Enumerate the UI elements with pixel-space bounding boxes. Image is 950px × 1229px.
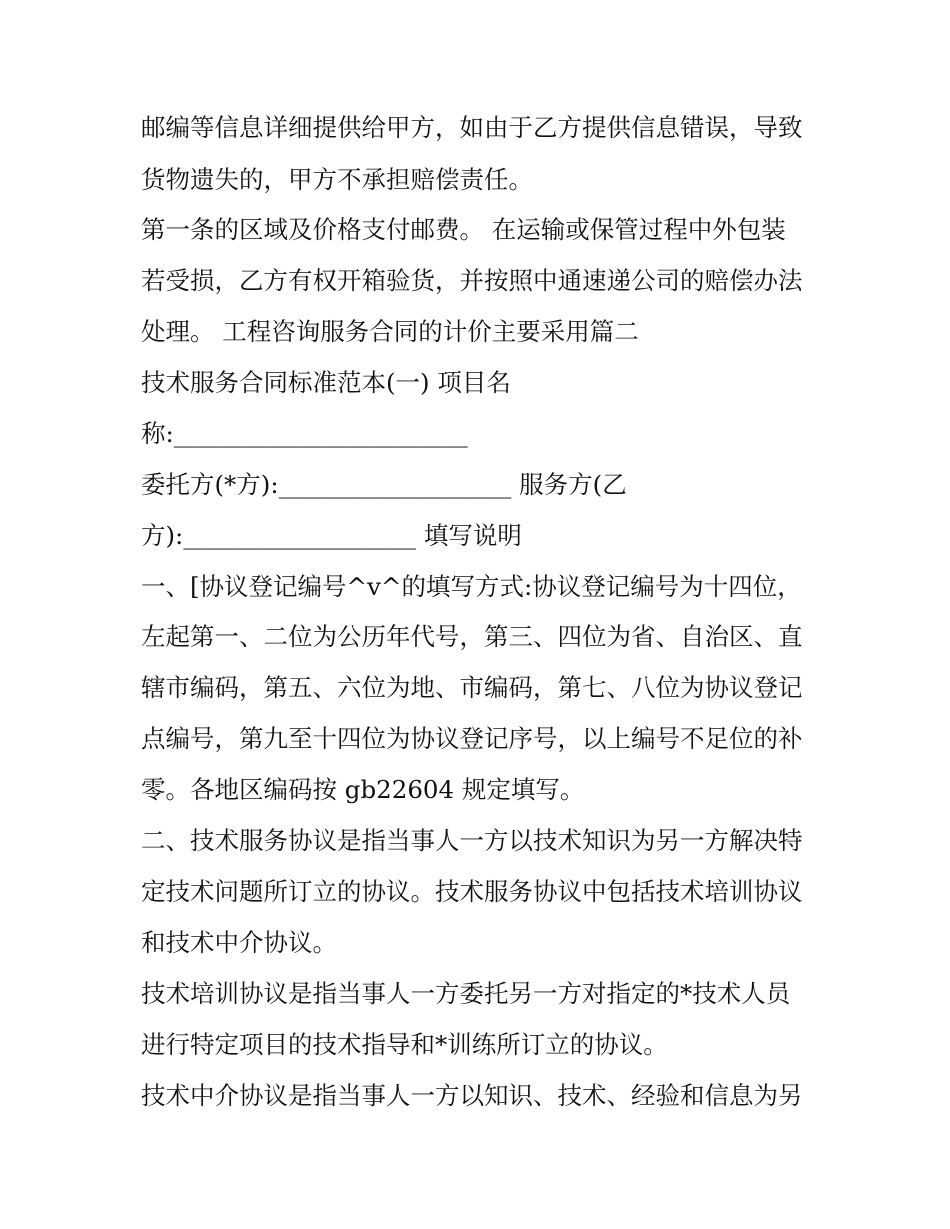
text-line: 点编号，第九至十四位为协议登记序号，以上编号不足位的补 xyxy=(141,724,803,753)
text-line: 方):___________________ 填写说明 xyxy=(141,521,522,550)
text-line: 定技术问题所订立的协议。技术服务协议中包括技术培训协议 xyxy=(141,877,803,906)
text-line: 左起第一、二位为公历年代号，第三、四位为省、自治区、直 xyxy=(141,622,803,651)
text-line: 委托方(*方):___________________ 服务方(乙 xyxy=(141,470,627,499)
text-line: 进行特定项目的技术指导和*训练所订立的协议。 xyxy=(141,1030,668,1059)
text-line: 技术中介协议是指当事人一方以知识、技术、经验和信息为另 xyxy=(141,1081,803,1110)
text-line: 第一条的区域及价格支付邮费。 在运输或保管过程中外包装 xyxy=(141,215,786,244)
text-line: 称:________________________ xyxy=(141,419,468,448)
text-line: 技术培训协议是指当事人一方委托另一方对指定的*技术人员 xyxy=(141,979,791,1008)
text-line: 货物遗失的，甲方不承担赔偿责任。 xyxy=(141,165,533,194)
text-line: 邮编等信息详细提供给甲方，如由于乙方提供信息错误，导致 xyxy=(141,113,803,142)
text-line: 一、[协议登记编号^v^的填写方式:协议登记编号为十四位， xyxy=(141,572,802,601)
text-line: 和技术中介协议。 xyxy=(141,928,337,957)
text-line: 辖市编码，第五、六位为地、市编码，第七、八位为协议登记 xyxy=(141,673,803,702)
text-line: 若受损，乙方有权开箱验货，并按照中通速递公司的赔偿办法 xyxy=(141,266,803,295)
text-line: 处理。 工程咨询服务合同的计价主要采用篇二 xyxy=(141,317,639,346)
text-line: 技术服务合同标准范本(一) 项目名 xyxy=(141,368,511,397)
text-line: 二、技术服务协议是指当事人一方以技术知识为另一方解决特 xyxy=(141,826,803,855)
text-line: 零。各地区编码按 gb22604 规定填写。 xyxy=(141,775,585,804)
